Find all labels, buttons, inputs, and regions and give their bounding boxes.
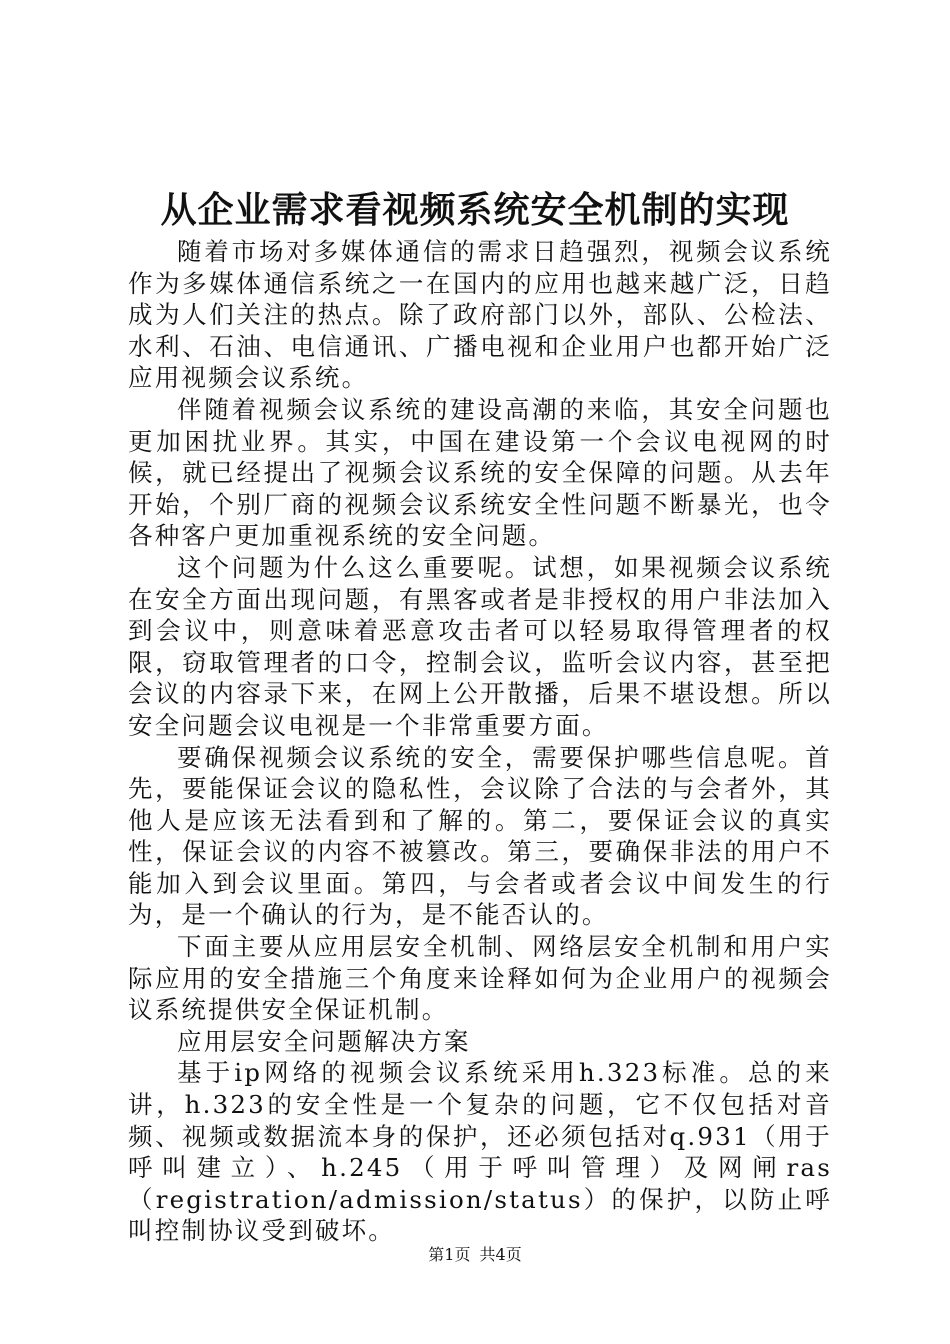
paragraph: 这个问题为什么这么重要呢。试想，如果视频会议系统在安全方面出现问题，有黑客或者是非授权的用户非法加入到会议中，则意味着恶意攻击者可以轻易取得管理者的权限，窃取管理者的口令，控制会议，监听会议内容，甚至把会议的内容录下来，在网上公开散播，后果不堪设想。所以安全问题会议电视是一个非常重要方面。 <box>128 552 832 740</box>
paragraph: 基于ip网络的视频会议系统采用h.323标准。总的来讲，h.323的安全性是一个复杂的问题，它不仅包括对音频、视频或数据流本身的保护，还必须包括对q.931（用于呼叫建立）、h.245（用于呼叫管理）及网闸ras（registration/admission/status）的保护，以防止呼叫控制协议受到破坏。 <box>128 1058 832 1246</box>
page-number: 第1页 <box>428 1245 471 1264</box>
document-title: 从企业需求看视频系统安全机制的实现 <box>160 189 790 231</box>
page-footer <box>0 1244 950 1266</box>
page-total: 共4页 <box>479 1245 522 1264</box>
paragraph: 随着市场对多媒体通信的需求日趋强烈，视频会议系统作为多媒体通信系统之一在国内的应用也越来越广泛，日趋成为人们关注的热点。除了政府部门以外，部队、公检法、水利、石油、电信通讯、广播电视和企业用户也都开始广泛应用视频会议系统。 <box>128 237 832 393</box>
document-body <box>128 236 832 1247</box>
section-heading: 应用层安全问题解决方案 <box>177 1026 471 1056</box>
paragraph: 伴随着视频会议系统的建设高潮的来临，其安全问题也更加困扰业界。其实，中国在建设第一个会议电视网的时候，就已经提出了视频会议系统的安全保障的问题。从去年开始，个别厂商的视频会议系统安全性问题不断暴光，也令各种客户更加重视系统的安全问题。 <box>128 394 832 551</box>
paragraph: 要确保视频会议系统的安全，需要保护哪些信息呢。首先，要能保证会议的隐私性，会议除了合法的与会者外，其他人是应该无法看到和了解的。第二，要保证会议的真实性，保证会议的内容不被篡改。第三，要确保非法的用户不能加入到会议里面。第四，与会者或者会议中间发生的行为，是一个确认的行为，是不能否认的。 <box>128 742 832 930</box>
paragraph: 下面主要从应用层安全机制、网络层安全机制和用户实际应用的安全措施三个角度来诠释如何为企业用户的视频会议系统提供安全保证机制。 <box>128 932 832 1025</box>
